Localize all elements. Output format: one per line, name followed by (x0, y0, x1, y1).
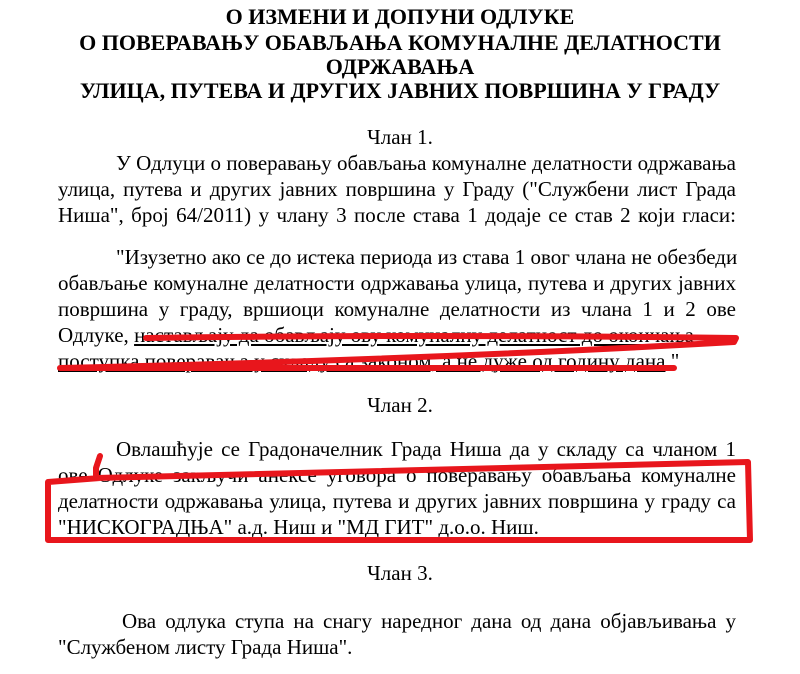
highlighted-text: настављају да обављају ову комуналну делатност до окончања (134, 323, 694, 347)
article-2-text-line: "НИСКОГРАДЊА" а.д. Ниш и "МД ГИТ" д.о.о. Ниш. (58, 515, 539, 539)
article-2-text-line: ове Одлуке закључи анексе уговора о поверавању обављања комуналне (58, 463, 736, 487)
article-2-text-line: делатности одржавања улица, путева и других јавних површина у граду са (58, 489, 736, 513)
highlighted-text: поступка поверавања у складу са законом, а не дуже од годину дана (58, 349, 666, 373)
document-title-line-1: О ИЗМЕНИ И ДОПУНИ ОДЛУКЕ (225, 4, 575, 29)
document-title-line-4: УЛИЦА, ПУТЕВА И ДРУГИХ ЈАВНИХ ПОВРШИНА У ГРАДУ (79, 78, 721, 103)
article-1-text-line: У Одлуци о поверавању обављања комуналне делатности одржавања (116, 151, 736, 175)
article-1-quote-line (58, 322, 736, 348)
article-3-text-line: Ова одлука ступа на снагу наредног дана од дана објављивања у (122, 609, 736, 633)
document-title-line-3: ОДРЖАВАЊА (325, 54, 475, 79)
article-3-text-line: "Службеном листу Града Ниша". (58, 635, 353, 659)
article-1-text-line: Ниша", број 64/2011) у члану 3 после става 1 додаје се став 2 који гласи: (58, 203, 736, 227)
article-1-text-line: улица, путева и других јавних површина у Граду ("Службени лист Града (58, 177, 736, 201)
article-1-quote-line: обављање комуналне делатности одржавања улица, путева и других јавних (58, 271, 736, 295)
article-2-text-line: Овлашћује се Градоначелник Града Ниша да у складу са чланом 1 (116, 437, 736, 461)
article-1-quote-line (58, 348, 679, 374)
article-1-heading: Члан 1. (367, 125, 433, 149)
article-3-heading: Члан 3. (367, 561, 433, 585)
article-2-heading: Члан 2. (367, 393, 433, 417)
article-1-quote-line: "Изузетно ако се до истека периода из става 1 овог члана не обезбеди (116, 245, 738, 269)
article-1-quote-line: површина у граду, вршиоци комуналне делатности из члана 1 и 2 ове (58, 297, 736, 321)
quote-plain-text: Одлуке, (58, 323, 135, 347)
quote-closing: ." (665, 349, 680, 373)
document-title-line-2: О ПОВЕРАВАЊУ ОБАВЉАЊА КОМУНАЛНЕ ДЕЛАТНОСТИ (79, 30, 721, 55)
